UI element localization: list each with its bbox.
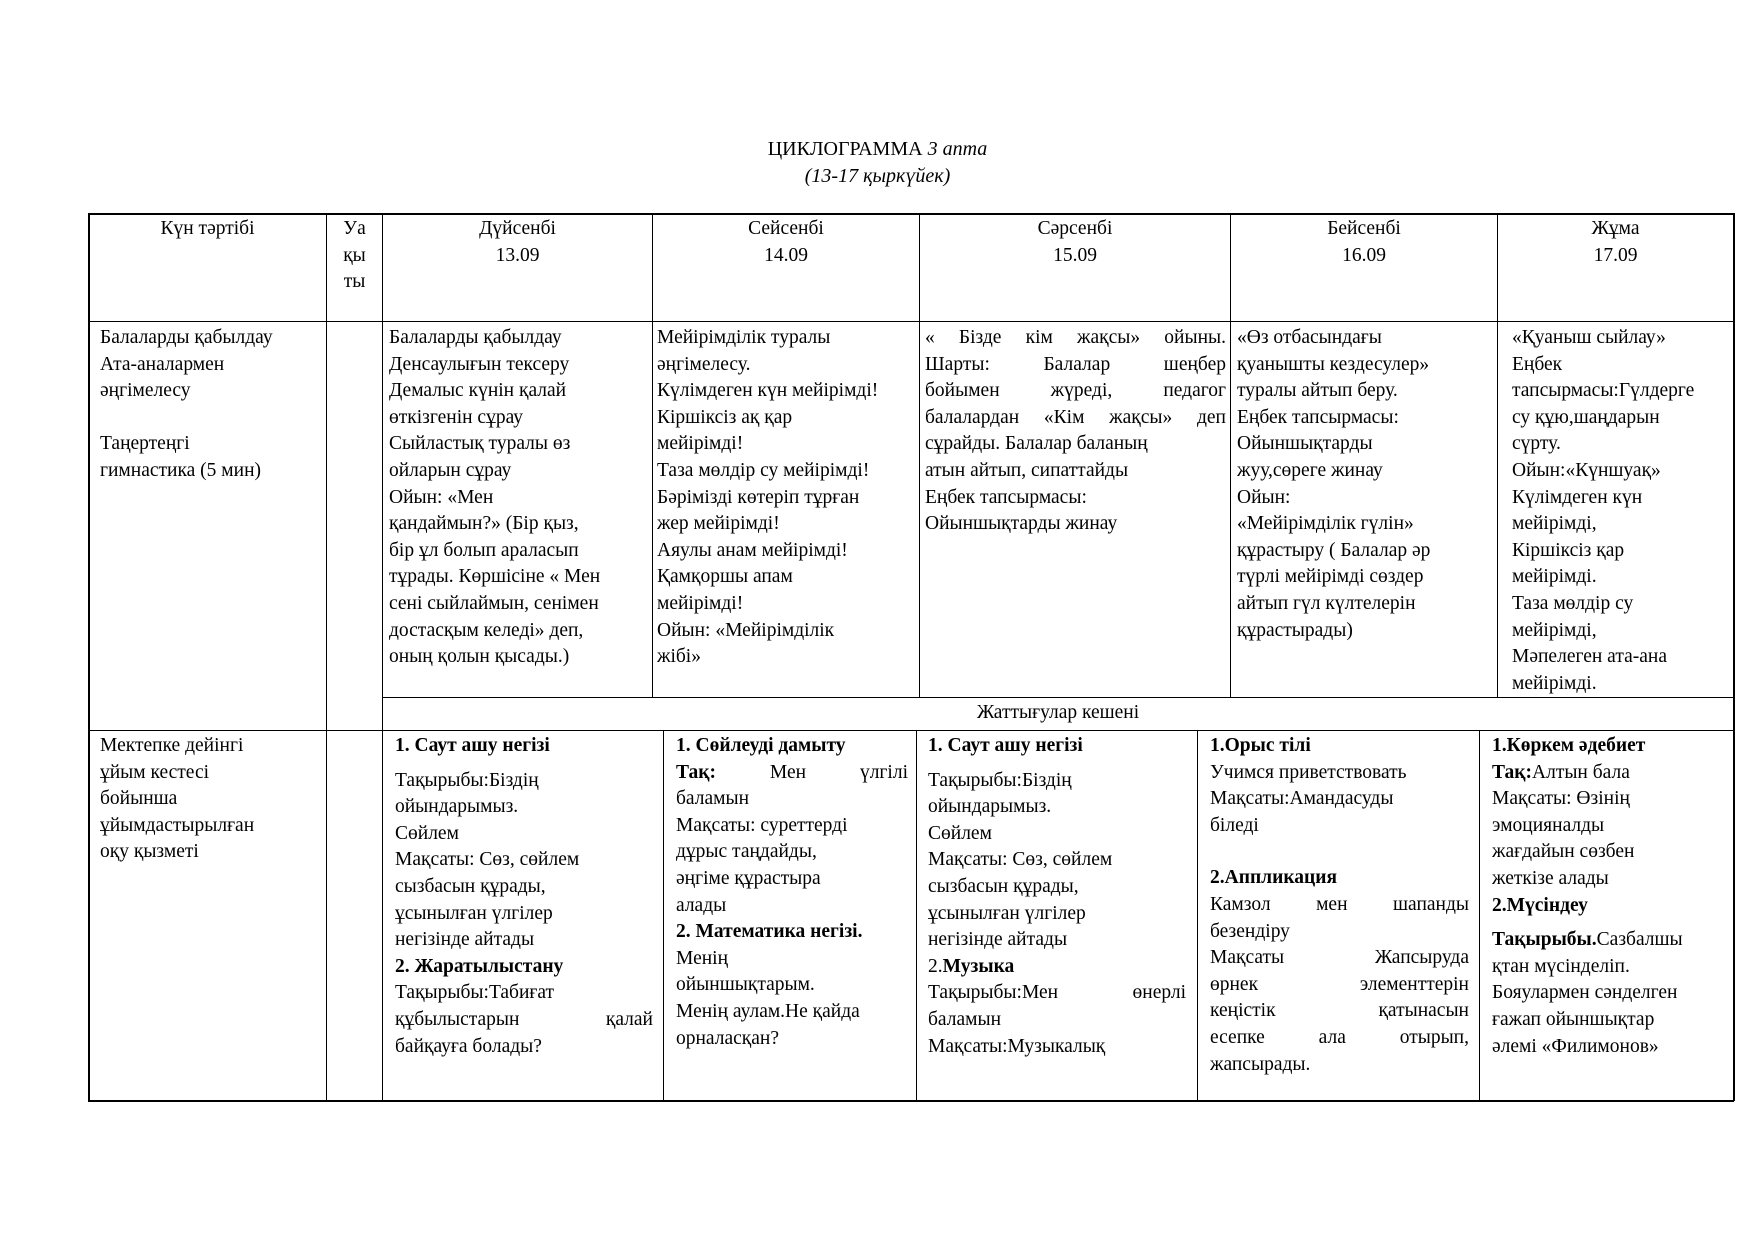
row3-monday: 1. Саут ашу негізі Тақырыбы:Біздің ойындарымыз. Сөйлем Мақсаты: Сөз, сөйлем сызбасын құрады, ұсынылған үлгілер негізінде айтады 2. Жаратылыстану Тақырыбы:Табиғат құбылыстарын қалай байқауға болады? [395, 735, 653, 1057]
row1-wednesday: « Бізде кім жақсы» ойыны. Шарты: Балалар шеңбер бойымен жүреді, педагог балалардан «Кім жақсы» деп сұрайды. Балалар баланың атын айтып, сипаттайды Еңбек тапсырмасы: Ойыншықтарды жинау [925, 327, 1226, 535]
table-col-3-bottom [1197, 730, 1198, 1101]
row3-tuesday-heading-1: 1. Сөйлеуді дамыту [676, 735, 846, 756]
row3-tuesday: 1. Сөйлеуді дамыту Тақ: Мен үлгілі баламын Мақсаты: суреттерді дұрыс таңдайды, әңгіме құрастыра алады 2. Математика негізі. Менің ойыншықтарым. Менің аулам.Не қайда орналасқан? [676, 735, 908, 1049]
title-line-1 [0, 136, 1755, 163]
row3-friday: 1.Көркем әдебиет Тақ:Алтын бала Мақсаты: Өзінің эмоцияналды жағдайын сөзбен жеткізе алады 2.Мүсіндеу Тақырыбы.Сазбалшы қтан мүсінделіп. Бояулармен сәнделген ғажап ойыншықтар әлемі «Филимонов» [1492, 733, 1730, 1060]
row3-wednesday-heading-2: 2.Музыка [928, 955, 1015, 977]
row3-monday-heading-2: 2. Жаратылыстану [395, 955, 564, 977]
table-border-top [88, 213, 1734, 215]
title-main: ЦИКЛОГРАММА [767, 138, 923, 160]
exercise-row: Жаттығулар кешені [976, 702, 1140, 723]
table-col-4-bottom [1479, 730, 1480, 1101]
table-col-2-top [919, 213, 920, 698]
table-col-1-bottom [663, 730, 664, 1101]
row1-thursday: «Өз отбасындағы қуанышты кездесулер» туралы айтып беру. Еңбек тапсырмасы: Ойыншықтарды жуу,сөреге жинау Ойын: «Мейірімділік гүлін» құрастыру ( Балалар әр түрлі мейірімді сөздер айтып гүл күлтелерін құрастырады) [1237, 327, 1431, 641]
header-day-friday: Жұма 17.09 [1591, 218, 1640, 266]
header-day-thursday: Бейсенбі 16.09 [1327, 218, 1401, 266]
row3-thursday-heading-2: 2.Аппликация [1210, 867, 1338, 889]
table-border-bottom [88, 1100, 1734, 1102]
title-dates: (13-17 қыркүйек) [804, 165, 951, 187]
row1-label: Балаларды қабылдау Ата-аналармен әңгімелесу Таңертеңгі гимнастика (5 мин) [100, 327, 273, 481]
table-rule-header [88, 321, 1734, 322]
row1-tuesday: Мейірімділік туралы әңгімелесу. Күлімдеген күн мейірімді! Кіршіксіз ақ қар мейірімді! Таза мөлдір су мейірімді! Бәрімізді көтеріп тұрған жер мейірімді! Аяулы анам мейірімді! Қамқоршы апам мейірімді! Ойын: «Мейірімділік жібі» [657, 327, 879, 668]
header-day-tuesday: Сейсенбі 14.09 [748, 218, 824, 266]
table-col-time-left [326, 213, 327, 1101]
table-col-4-top [1497, 213, 1498, 698]
row3-friday-heading-2: 2.Мүсіндеу [1492, 894, 1588, 916]
title-week: 3 апта [927, 138, 988, 160]
row3-thursday: 1.Орыс тілі Учимся приветствовать Мақсаты:Амандасуды біледі 2.Аппликация Камзол мен шапанды безендіру Мақсаты Жапсыруда өрнек элементтерін кеңістік қатынасын есепке ала отырып, жапсырады. [1210, 735, 1469, 1075]
row3-wednesday-heading-1: 1. Саут ашу негізі [928, 735, 1083, 756]
header-day-monday: Дүйсенбі 13.09 [479, 218, 556, 266]
page-title [0, 136, 1755, 190]
row3-tuesday-heading-2: 2. Математика негізі. [676, 921, 863, 943]
header-schedule: Күн тәртібі [160, 218, 255, 239]
row1-monday: Балаларды қабылдау Денсаулығын тексеру Демалыс күнін қалай өткізгенін сұрау Сыйластық туралы өз ойларын сұрау Ойын: «Мен қандаймын?» (Бір қыз, бір ұл болып араласып тұрады. Көршісіне « Мен сені сыйлаймын, сенімен достасқым келеді» деп, оның қолын қысады.) [389, 327, 601, 668]
header-time: Уа қы ты [343, 218, 366, 293]
header-day-wednesday: Сәрсенбі 15.09 [1037, 218, 1113, 266]
table-col-3-top [1230, 213, 1231, 698]
table-col-1-top [652, 213, 653, 698]
row3-thursday-heading-1: 1.Орыс тілі [1210, 735, 1311, 756]
row3-label: Мектепке дейінгі ұйым кестесі бойынша ұйымдастырылған оқу қызметі [100, 735, 255, 863]
table-col-time-right [382, 213, 383, 1101]
title-line-2 [0, 163, 1755, 190]
table-col-2-bottom [916, 730, 917, 1101]
row3-wednesday: 1. Саут ашу негізі Тақырыбы:Біздің ойындарымыз. Сөйлем Мақсаты: Сөз, сөйлем сызбасын құрады, ұсынылған үлгілер негізінде айтады 2.Музыка Тақырыбы:Мен өнерлі баламын Мақсаты:Музыкалық [928, 735, 1186, 1057]
row1-friday: «Қуаныш сыйлау» Еңбек тапсырмасы:Гүлдерге су құю,шаңдарын сүрту. Ойын:«Күншуақ» Күлімдеген күн мейірімді, Кіршіксіз қар мейірімді. Таза мөлдір су мейірімді, Мәпелеген ата-ана мейірімді. [1512, 327, 1695, 694]
row3-friday-heading-1: 1.Көркем әдебиет [1492, 735, 1646, 756]
table-rule-exercise-bottom [88, 730, 1734, 731]
row3-monday-heading-1: 1. Саут ашу негізі [395, 735, 550, 756]
table-border-left [88, 213, 90, 1101]
table-border-right [1733, 213, 1735, 1101]
